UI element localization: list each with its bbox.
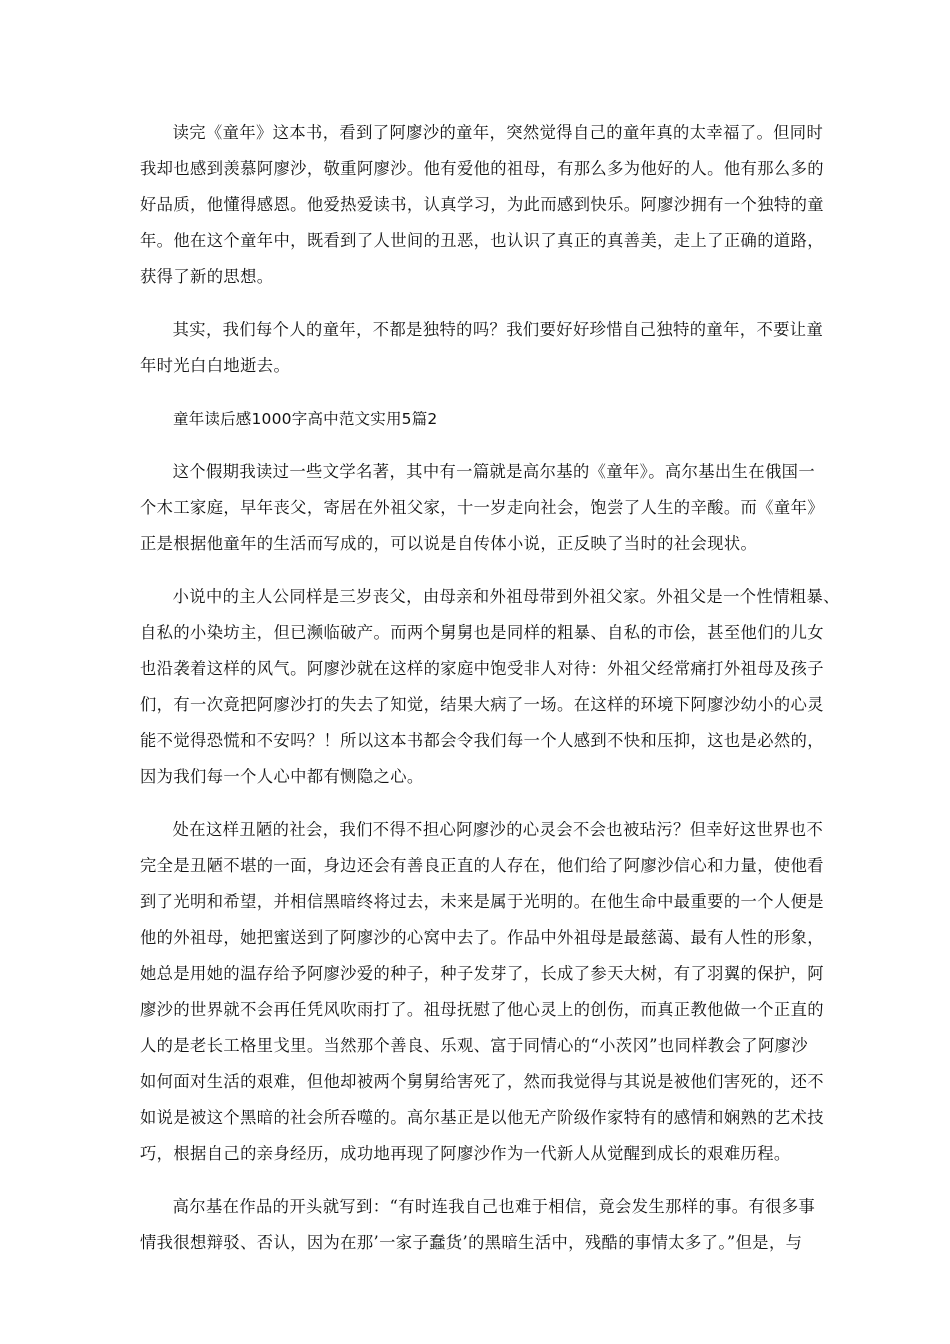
text-line: 人的是老长工格里戈里。当然那个善良、乐观、富于同情心的“小茨冈”也同样教会了阿廖沙	[140, 1036, 809, 1055]
text-line: 因为我们每一个人心中都有恻隐之心。	[140, 767, 424, 786]
heading-text: 童年读后感1000字高中范文实用5篇2	[173, 410, 438, 428]
text-line: 自私的小染坊主，但已濒临破产。而两个舅舅也是同样的粗暴、自私的市侩，甚至他们的儿女	[140, 623, 824, 642]
text-line: 能不觉得恐慌和不安吗？！所以这本书都会令我们每一个人感到不快和压抑，这也是必然的，	[140, 731, 824, 750]
text-line: 年时光白白地逝去。	[140, 356, 291, 375]
text-line: 们，有一次竟把阿廖沙打的失去了知觉，结果大病了一场。在这样的环境下阿廖沙幼小的心灵	[140, 695, 824, 714]
text-line: 小说中的主人公同样是三岁丧父，由母亲和外祖母带到外祖父家。外祖父是一个性情粗暴、	[172, 587, 840, 606]
text-line: 完全是丑陋不堪的一面，身边还会有善良正直的人存在，他们给了阿廖沙信心和力量，使他看	[140, 856, 824, 875]
paragraph-1	[140, 115, 830, 295]
section-heading	[140, 401, 830, 437]
text-line: 巧，根据自己的亲身经历，成功地再现了阿廖沙作为一代新人从觉醒到成长的艰难历程。	[140, 1144, 791, 1163]
text-line: 到了光明和希望，并相信黑暗终将过去，未来是属于光明的。在他生命中最重要的一个人便是	[140, 892, 824, 911]
paragraph-2	[140, 312, 830, 384]
text-line: 读完《童年》这本书，看到了阿廖沙的童年，突然觉得自己的童年真的太幸福了。但同时	[172, 123, 824, 142]
paragraph-4	[140, 579, 840, 795]
text-line: 如何面对生活的艰难，但他却被两个舅舅给害死了，然而我觉得与其说是被他们害死的，还不	[140, 1072, 824, 1091]
paragraph-3	[140, 454, 830, 562]
paragraph-5	[140, 812, 830, 1172]
text-line: 我却也感到羡慕阿廖沙，敬重阿廖沙。他有爱他的祖母，有那么多为他好的人。他有那么多的	[140, 159, 824, 178]
text-line: 正是根据他童年的生活而写成的，可以说是自传体小说，正反映了当时的社会现状。	[140, 534, 758, 553]
text-line: 年。他在这个童年中，既看到了人世间的丑恶，也认识了真正的真善美，走上了正确的道路，	[140, 231, 824, 250]
text-line: 也沿袭着这样的风气。阿廖沙就在这样的家庭中饱受非人对待：外祖父经常痛打外祖母及孩子	[140, 659, 824, 678]
text-line: 获得了新的思想。	[140, 267, 274, 286]
text-line: 其实，我们每个人的童年，不都是独特的吗？我们要好好珍惜自己独特的童年，不要让童	[172, 320, 824, 339]
text-line: 他的外祖母，她把蜜送到了阿廖沙的心窝中去了。作品中外祖母是最慈蔼、最有人性的形象，	[140, 928, 824, 947]
text-line: 这个假期我读过一些文学名著，其中有一篇就是高尔基的《童年》。高尔基出生在俄国一	[172, 462, 816, 481]
text-line: 高尔基在作品的开头就写到：“有时连我自己也难于相信，竟会发生那样的事。有很多事	[172, 1197, 816, 1216]
text-line: 她总是用她的温存给予阿廖沙爱的种子，种子发芽了，长成了参天大树，有了羽翼的保护，阿	[140, 964, 824, 983]
text-line: 情我很想辩驳、否认，因为在那’一家子蠢货’的黑暗生活中，残酷的事情太多了。”但是，与	[140, 1233, 803, 1252]
text-line: 如说是被这个黑暗的社会所吞噬的。高尔基正是以他无产阶级作家特有的感情和娴熟的艺术技	[140, 1108, 824, 1127]
text-line: 廖沙的世界就不会再任凭风吹雨打了。祖母抚慰了他心灵上的创伤，而真正教他做一个正直的	[140, 1000, 824, 1019]
paragraph-6	[140, 1189, 830, 1261]
text-line: 个木工家庭，早年丧父，寄居在外祖父家，十一岁走向社会，饱尝了人生的辛酸。而《童年》	[140, 498, 824, 517]
text-line: 处在这样丑陋的社会，我们不得不担心阿廖沙的心灵会不会也被玷污？但幸好这世界也不	[172, 820, 824, 839]
text-line: 好品质，他懂得感恩。他爱热爱读书，认真学习，为此而感到快乐。阿廖沙拥有一个独特的童	[140, 195, 824, 214]
document-body	[140, 115, 840, 1278]
